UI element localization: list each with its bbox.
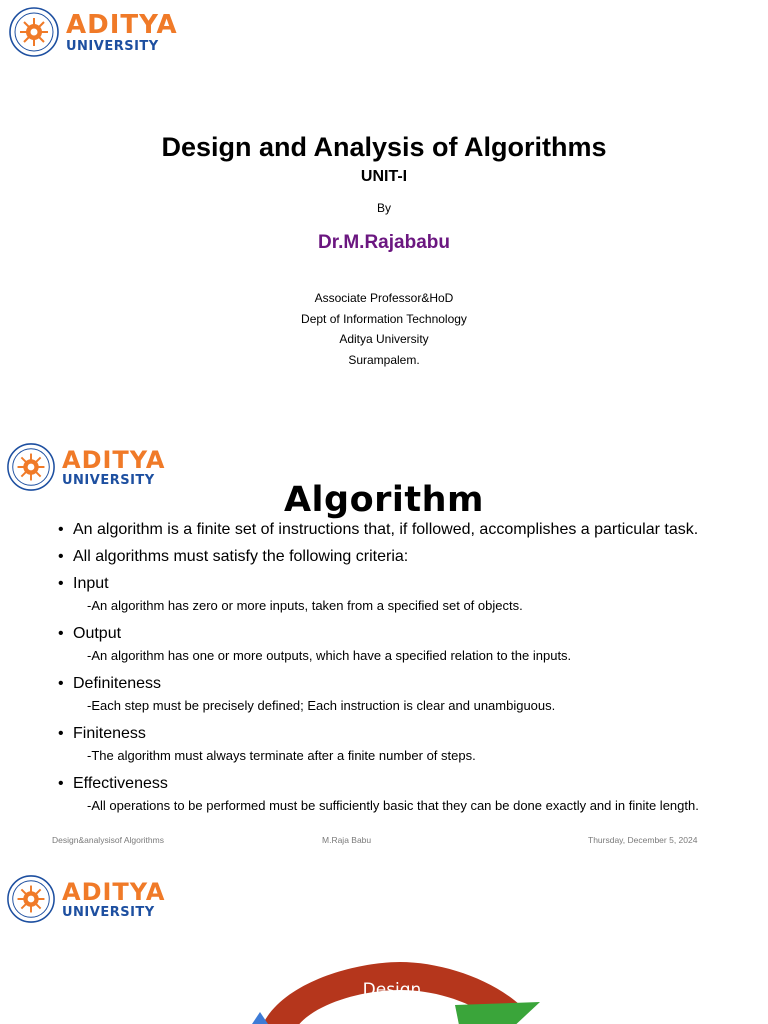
list-item-description: -An algorithm has zero or more inputs, taken from a specified set of objects. bbox=[87, 598, 523, 613]
list-item: • All algorithms must satisfy the following criteria: bbox=[58, 547, 748, 567]
author-name: Dr.M.Rajababu bbox=[318, 232, 450, 253]
design-cycle-diagram bbox=[240, 960, 550, 1024]
list-item: • Input bbox=[58, 574, 748, 594]
list-item: • Finiteness bbox=[58, 724, 748, 744]
university-logo bbox=[8, 6, 178, 58]
affiliation-line: Associate Professor&HoD bbox=[314, 291, 454, 305]
sun-emblem-icon bbox=[8, 6, 60, 58]
slide-title: Algorithm bbox=[283, 480, 485, 520]
cycle-label-design: Design bbox=[362, 980, 422, 1000]
university-logo bbox=[6, 874, 165, 924]
footer-course: Design&analysisof Algorithms bbox=[52, 835, 164, 845]
logo-word-aditya: ADITYA bbox=[66, 9, 178, 40]
footer-author: M.Raja Babu bbox=[322, 835, 372, 845]
logo-word-aditya: ADITYA bbox=[62, 445, 166, 474]
list-item-description: -All operations to be performed must be sufficiently basic that they can be done exactly and in finite length. bbox=[87, 798, 699, 813]
presentation-title: Design and Analysis of Algorithms bbox=[161, 132, 607, 162]
design-cycle-slide bbox=[0, 862, 768, 1024]
unit-label: UNIT-I bbox=[360, 168, 408, 185]
logo-word-aditya: ADITYA bbox=[62, 877, 166, 906]
list-item: • Output bbox=[58, 624, 748, 644]
by-label: By bbox=[376, 201, 391, 215]
title-slide bbox=[0, 0, 768, 420]
criteria-list bbox=[58, 520, 748, 824]
footer-date: Thursday, December 5, 2024 bbox=[588, 835, 698, 845]
logo-word-university: UNIVERSITY bbox=[62, 472, 155, 488]
logo-word-university: UNIVERSITY bbox=[66, 38, 159, 54]
logo-word-university: UNIVERSITY bbox=[62, 904, 155, 920]
algorithm-slide bbox=[0, 430, 768, 858]
author-affiliation bbox=[0, 288, 768, 371]
list-item-description: -An algorithm has one or more outputs, which have a specified relation to the inputs. bbox=[87, 648, 572, 663]
affiliation-line: Surampalem. bbox=[348, 353, 420, 368]
affiliation-line: Dept of Information Technology bbox=[301, 311, 467, 326]
list-item: • Effectiveness bbox=[58, 774, 748, 794]
green-arrow-segment bbox=[455, 1002, 540, 1024]
sun-emblem-icon bbox=[6, 874, 56, 924]
list-item: • Definiteness bbox=[58, 674, 748, 694]
affiliation-line: Aditya University bbox=[339, 332, 429, 347]
list-item-description: -Each step must be precisely defined; Each instruction is clear and unambiguous. bbox=[87, 698, 556, 713]
list-item: • An algorithm is a finite set of instructions that, if followed, accomplishes a particular task. bbox=[58, 520, 748, 540]
list-item-description: -The algorithm must always terminate after a finite number of steps. bbox=[87, 748, 476, 763]
